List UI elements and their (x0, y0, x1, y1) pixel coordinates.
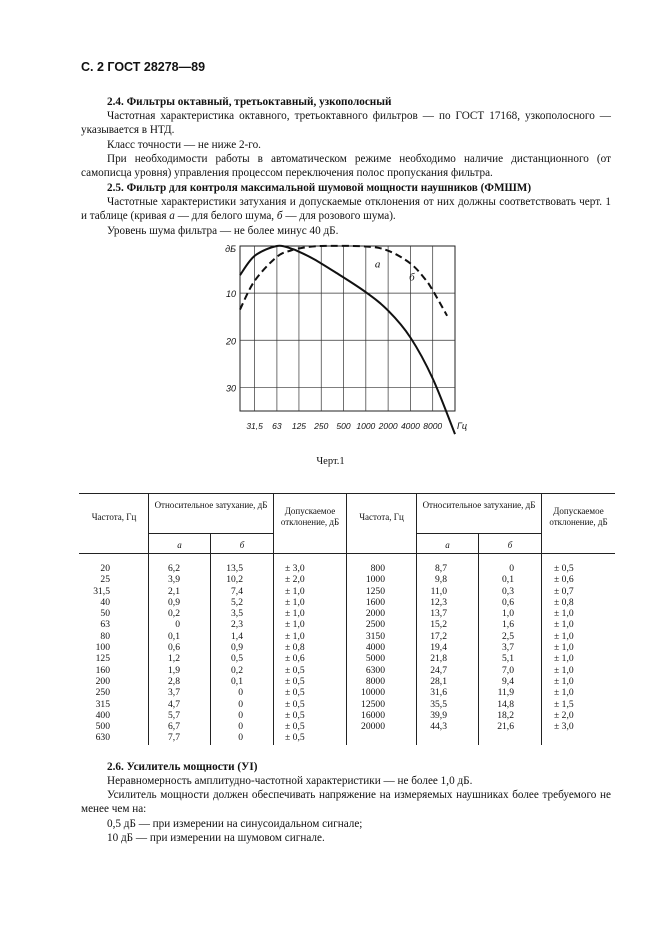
section-2-5-title: 2.5. Фильтр для контроля максимальной шумовой мощности наушников (ФМШМ) (107, 182, 532, 194)
y-axis-label: дБ (225, 244, 236, 254)
table-cell: ± 1,5 (554, 698, 574, 710)
section-2-6-p3: 0,5 дБ — при измерении на синусоидальном сигнале; (107, 818, 363, 830)
section-2-6-p2: Усилитель мощности должен обеспечивать напряжение на измеряемых наушниках более требуемого не менее чем на: (81, 789, 611, 816)
table-cell: 9,8 (435, 574, 447, 586)
section-2-6-title: 2.6. Усилитель мощности (УI) (107, 761, 258, 773)
y-tick-label: 10 (225, 289, 236, 300)
table-cell: 20 (100, 563, 110, 574)
x-tick-label: 2000 (378, 421, 398, 431)
table-cell: ± 0,8 (554, 596, 574, 608)
section-2-4-title: 2.4. Фильтры октавный, третьоктавный, узкополосный (107, 96, 392, 108)
table-cell: 1,4 (231, 630, 243, 642)
table-cell: 1,9 (168, 664, 180, 676)
table-cell: 3,5 (231, 608, 243, 620)
table-cell: 4,7 (168, 698, 180, 710)
table-cell: 12500 (361, 698, 385, 710)
table-cell: 0 (509, 563, 514, 574)
header-deviation-left: Допускаемое отклонение, дБ (280, 506, 340, 527)
table-cell: 7,7 (168, 732, 180, 744)
table-cell: ± 0,5 (285, 687, 305, 699)
table-cell: ± 1,0 (554, 630, 574, 642)
table-cell: ± 0,5 (285, 675, 305, 687)
table-cell: 6300 (365, 664, 385, 676)
table-cell: 0,3 (502, 585, 514, 597)
table-cell: ± 1,0 (554, 642, 574, 654)
column-b-right (497, 563, 514, 732)
table-cell: 0,1 (231, 675, 243, 687)
table-cell: ± 1,0 (554, 653, 574, 665)
table-cell: 21,6 (497, 721, 514, 733)
table-cell: ± 3,0 (554, 721, 574, 733)
table-cell: 630 (95, 732, 110, 744)
header-attenuation-left: Относительное затухание, дБ (154, 500, 268, 510)
table-cell: 7,4 (231, 585, 243, 597)
chart-frame (240, 246, 455, 411)
table-cell: ± 1,0 (285, 596, 305, 608)
table-cell: 13,5 (226, 563, 243, 574)
table-cell: 8000 (365, 675, 385, 687)
section-2-5-p2: Уровень шума фильтра — не более минус 40 дБ. (107, 225, 339, 237)
table-cell: ± 0,5 (285, 732, 305, 744)
table-cell: 250 (95, 687, 110, 699)
subheader-a-right: а (445, 540, 450, 550)
section-2-6-p4: 10 дБ — при измерении на шумовом сигнале. (107, 832, 325, 844)
curve-label-a: а (374, 258, 381, 271)
table-cell: 35,5 (430, 698, 447, 710)
table-cell: 1,2 (168, 653, 180, 665)
table-cell: 800 (370, 563, 385, 574)
attenuation-table (79, 493, 615, 745)
table-cell: 63 (100, 619, 110, 631)
table-cell: ± 1,0 (285, 630, 305, 642)
table-cell: 0,1 (168, 630, 180, 642)
table-cell: ± 1,0 (554, 619, 574, 631)
table-cell: ± 1,0 (554, 675, 574, 687)
y-tick-label: 30 (225, 383, 236, 394)
table-cell: 0 (238, 709, 243, 721)
table-cell: ± 1,0 (285, 585, 305, 597)
attenuation-chart (210, 236, 470, 436)
table-cell: 0,2 (231, 664, 243, 676)
x-tick-label: 500 (336, 421, 351, 431)
section-2-4-p3: При необходимости работы в автоматическом режиме необходимо наличие дистанционного (от самописца уровня) управления процессом переключения полос пропускания фильтра. (81, 153, 611, 180)
table-cell: 5,1 (502, 653, 514, 665)
table-cell: ± 0,8 (285, 642, 305, 654)
table-cell: ± 0,5 (285, 709, 305, 721)
table-cell: ± 0,6 (554, 574, 574, 586)
table-cell: 0,9 (231, 642, 243, 654)
table-cell: 1000 (365, 574, 385, 586)
table-cell: 18,2 (497, 709, 514, 721)
column-deviation-left (285, 563, 305, 744)
table-cell: 1600 (365, 596, 385, 608)
table-cell: 20000 (361, 721, 385, 733)
table-cell: 15,2 (430, 619, 447, 631)
table-cell: 5000 (365, 653, 385, 665)
section-2-6-p1: Неравномерность амплитудно-частотной характеристики — не более 1,0 дБ. (107, 775, 473, 787)
section-2-5-p1: Частотные характеристики затухания и допускаемые отклонения от них должны соответствовать черт. 1 и таблице (кривая а — для белого шума, б — для розового шума). (81, 196, 611, 223)
x-tick-label: 250 (314, 421, 329, 431)
table-cell: 1,6 (502, 619, 514, 631)
chart-grid (240, 246, 455, 411)
table-cell: ± 2,0 (285, 574, 305, 586)
table-cell: ± 0,7 (554, 585, 574, 597)
table-cell: 0,1 (502, 574, 514, 586)
y-tick-label: 20 (225, 336, 236, 347)
header-frequency-left: Частота, Гц (91, 512, 137, 522)
table-cell: ± 2,0 (554, 709, 574, 721)
table-cell: 8,7 (435, 563, 447, 574)
subheader-b-left: б (239, 540, 245, 550)
column-b-left (226, 563, 243, 744)
table-cell: 125 (95, 653, 110, 665)
subheader-b-right: б (507, 540, 513, 550)
table-cell: ± 0,6 (285, 653, 305, 665)
table-cell: 50 (100, 608, 110, 620)
column-frequency-left (93, 563, 110, 744)
table-cell: 9,4 (502, 675, 514, 687)
column-a-right (430, 563, 447, 732)
table-cell: 200 (95, 675, 110, 687)
header-deviation-right: Допускаемое отклонение, дБ (549, 506, 608, 527)
table-cell: ± 3,0 (285, 563, 305, 574)
table-cell: ± 0,5 (554, 563, 574, 574)
table-cell: 10,2 (226, 574, 243, 586)
table-cell: 3150 (365, 630, 385, 642)
x-tick-label: 8000 (423, 421, 443, 431)
table-cell: 5,7 (168, 709, 180, 721)
curve-a (240, 246, 455, 434)
table-cell: ± 0,5 (285, 664, 305, 676)
page-header: С. 2 ГОСТ 28278—89 (81, 60, 206, 74)
table-cell: 39,9 (430, 709, 447, 721)
table-cell: 0 (238, 721, 243, 733)
table-cell: 21,8 (430, 653, 447, 665)
column-frequency-right (361, 563, 385, 732)
table-cell: 2,8 (168, 675, 180, 687)
x-axis-label: Гц (457, 421, 468, 431)
table-cell: ± 1,0 (554, 687, 574, 699)
table-cell: 315 (95, 698, 110, 710)
table-cell: ± 1,0 (554, 664, 574, 676)
table-cell: 7,0 (502, 664, 514, 676)
table-cell: 2,1 (168, 585, 180, 597)
x-tick-label: 4000 (400, 421, 420, 431)
table-cell: 0 (238, 732, 243, 744)
table-cell: 0,5 (231, 653, 243, 665)
header-attenuation-right: Относительное затухание, дБ (422, 500, 536, 510)
table-cell: ± 1,0 (285, 608, 305, 620)
table-cell: 16000 (361, 709, 385, 721)
x-tick-label: 1000 (356, 421, 376, 431)
table-cell: 160 (95, 664, 110, 676)
table-cell: ± 1,0 (554, 608, 574, 620)
table-cell: 6,2 (168, 563, 180, 574)
table-cell: 2,5 (502, 630, 514, 642)
column-a-left (168, 563, 180, 744)
section-2-4-p1: Частотная характеристика октавного, третьоктавного фильтров — по ГОСТ 17168, узкополосного — указывается в НТД. (81, 110, 611, 137)
table-cell: 13,7 (430, 608, 447, 620)
table-cell: 10000 (361, 687, 385, 699)
x-tick-label: 31,5 (246, 421, 263, 431)
table-cell: 100 (95, 642, 110, 654)
table-cell: 28,1 (430, 675, 447, 687)
table-cell: 400 (95, 709, 110, 721)
table-cell: 0,2 (168, 608, 180, 620)
table-cell: 25 (100, 574, 110, 586)
table-cell: 0 (175, 619, 180, 631)
table-cell: 11,0 (430, 585, 447, 597)
x-tick-label: 125 (291, 421, 307, 431)
table-cell: ± 0,5 (285, 721, 305, 733)
table-cell: 44,3 (430, 721, 447, 733)
header-frequency-right: Частота, Гц (359, 512, 404, 522)
table-cell: 2,3 (231, 619, 243, 631)
table-cell: 2500 (365, 619, 385, 631)
table-cell: ± 0,5 (285, 698, 305, 710)
table-cell: 31,6 (430, 687, 447, 699)
table-cell: 0 (238, 687, 243, 699)
table-cell: 6,7 (168, 721, 180, 733)
table-cell: 0,6 (168, 642, 180, 654)
table-cell: 11,9 (497, 687, 514, 699)
table-cell: 4000 (365, 642, 385, 654)
table-cell: ± 1,0 (285, 619, 305, 631)
table-cell: 24,7 (430, 664, 447, 676)
subheader-a-left: а (177, 540, 182, 550)
table-cell: 0 (238, 698, 243, 710)
table-cell: 17,2 (430, 630, 447, 642)
chart-caption: Черт.1 (316, 456, 345, 467)
table-cell: 5,2 (231, 596, 243, 608)
table-cell: 2000 (365, 608, 385, 620)
x-tick-label: 63 (272, 421, 282, 431)
section-2-4-p2: Класс точности — не ниже 2-го. (107, 139, 261, 151)
table-cell: 500 (95, 721, 110, 733)
table-cell: 1,0 (502, 608, 514, 620)
table-cell: 12,3 (430, 596, 447, 608)
table-cell: 19,4 (430, 642, 447, 654)
table-cell: 1250 (365, 585, 385, 597)
table-cell: 40 (100, 596, 110, 608)
table-cell: 0,9 (168, 596, 180, 608)
table-cell: 3,7 (502, 642, 514, 654)
table-cell: 31,5 (93, 585, 110, 597)
table-cell: 3,7 (168, 687, 180, 699)
curve-label-b: б (409, 271, 415, 284)
table-cell: 80 (100, 630, 110, 642)
column-deviation-right (554, 563, 574, 732)
table-cell: 3,9 (168, 574, 180, 586)
table-cell: 14,8 (497, 698, 514, 710)
table-cell: 0,6 (502, 596, 514, 608)
